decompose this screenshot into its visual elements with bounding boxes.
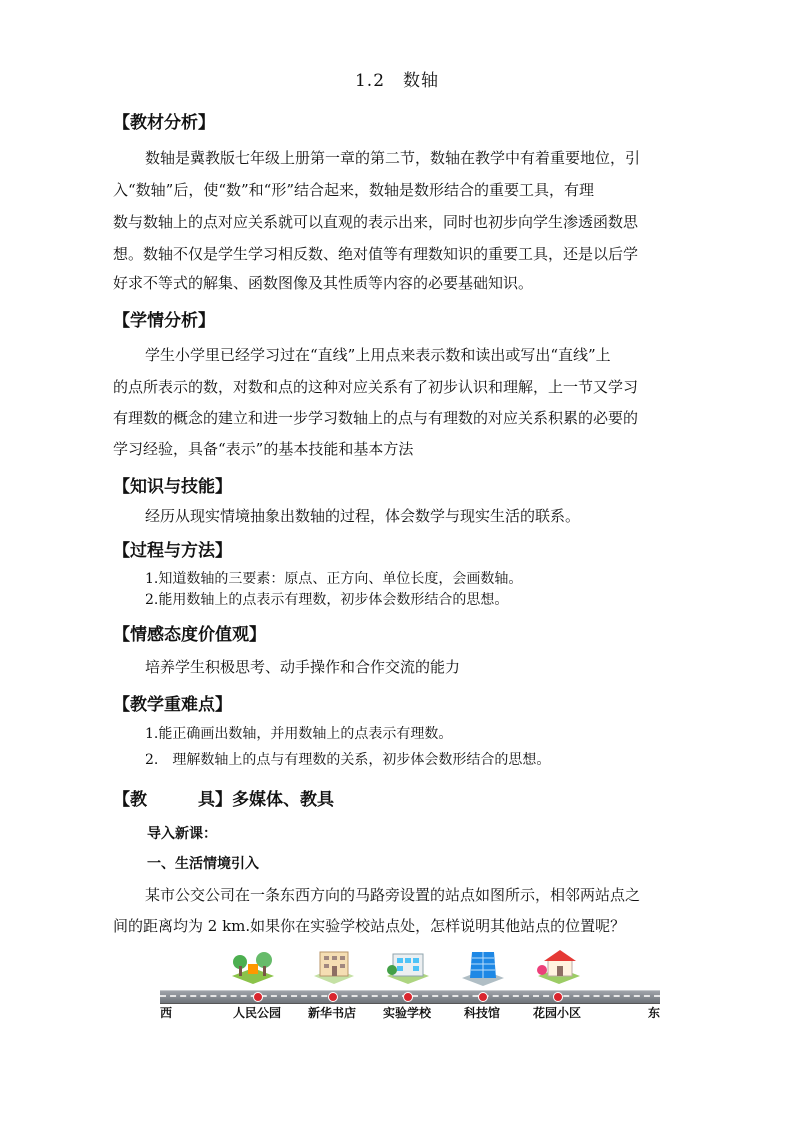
stop-marker (553, 992, 563, 1002)
page-title: 1.2 数轴 (354, 71, 440, 91)
stop-marker (253, 992, 263, 1002)
heading-student-analysis: 【学情分析】 (113, 311, 215, 331)
heading-attitude-values: 【情感态度价值观】 (113, 625, 266, 645)
school-icon (383, 946, 433, 986)
stop-marker (478, 992, 488, 1002)
heading-knowledge-skills: 【知识与技能】 (113, 477, 232, 497)
heading-key-difficult: 【教学重难点】 (113, 695, 232, 715)
paragraph-line: 数轴是冀教版七年级上册第一章的第二节，数轴在教学中有着重要地位，引 (145, 149, 641, 167)
garden-community-icon (534, 946, 584, 986)
paragraph-line: 学习经验，具备“表示”的基本技能和基本方法 (113, 440, 414, 458)
heading-teaching-tools: 【教 具】多媒体、教具 (113, 790, 334, 810)
bus-stop-illustration (160, 946, 660, 1022)
west-label: 西 (160, 1006, 173, 1020)
intro-subheading: 一、生活情境引入 (147, 856, 259, 872)
paragraph-line: 培养学生积极思考、动手操作和合作交流的能力 (145, 658, 461, 676)
paragraph-line: 想。数轴不仅是学生学习相反数、绝对值等有理数知识的重要工具，还是以后学 (113, 245, 639, 263)
paragraph-line: 经历从现实情境抽象出数轴的过程，体会数学与现实生活的联系。 (145, 507, 581, 525)
stop-marker (403, 992, 413, 1002)
heading-textbook-analysis: 【教材分析】 (113, 113, 215, 133)
stop-label: 科技馆 (463, 1006, 501, 1020)
paragraph-line: 间的距离均为 2 km.如果你在实验学校站点处，怎样说明其他站点的位置呢？ (113, 917, 626, 935)
paragraph-line: 好求不等式的解集、函数图像及其性质等内容的必要基础知识。 (113, 274, 534, 292)
paragraph-line: 学生小学里已经学习过在“直线”上用点来表示数和读出或写出“直线”上 (145, 346, 611, 364)
bookstore-icon (308, 946, 358, 986)
list-item: 2. 理解数轴上的点与有理数的关系，初步体会数形结合的思想。 (145, 752, 551, 768)
heading-process-methods: 【过程与方法】 (113, 541, 232, 561)
list-item: 2.能用数轴上的点表示有理数，初步体会数形结合的思想。 (145, 592, 509, 608)
paragraph-line: 入“数轴”后，使“数”和“形”结合起来，数轴是数形结合的重要工具，有理 (113, 181, 595, 199)
paragraph-line: 某市公交公司在一条东西方向的马路旁设置的站点如图所示，相邻两站点之 (145, 886, 641, 904)
stop-label: 实验学校 (382, 1006, 432, 1020)
list-item: 1.知道数轴的三要素：原点、正方向、单位长度，会画数轴。 (145, 571, 523, 587)
paragraph-line: 的点所表示的数，对数和点的这种对应关系有了初步认识和理解，上一节又学习 (113, 378, 639, 396)
east-label: 东 (648, 1006, 661, 1020)
list-item: 1.能正确画出数轴，并用数轴上的点表示有理数。 (145, 726, 453, 742)
park-icon (228, 946, 278, 986)
stop-label: 新华书店 (307, 1006, 357, 1020)
paragraph-line: 数与数轴上的点对应关系就可以直观的表示出来，同时也初步向学生渗透函数思 (113, 213, 639, 231)
intro-label: 导入新课： (147, 826, 217, 842)
science-museum-icon (458, 946, 508, 986)
stop-label: 花园小区 (532, 1006, 582, 1020)
stop-label: 人民公园 (232, 1006, 282, 1020)
paragraph-line: 有理数的概念的建立和进一步学习数轴上的点与有理数的对应关系积累的必要的 (113, 409, 639, 427)
stop-marker (328, 992, 338, 1002)
